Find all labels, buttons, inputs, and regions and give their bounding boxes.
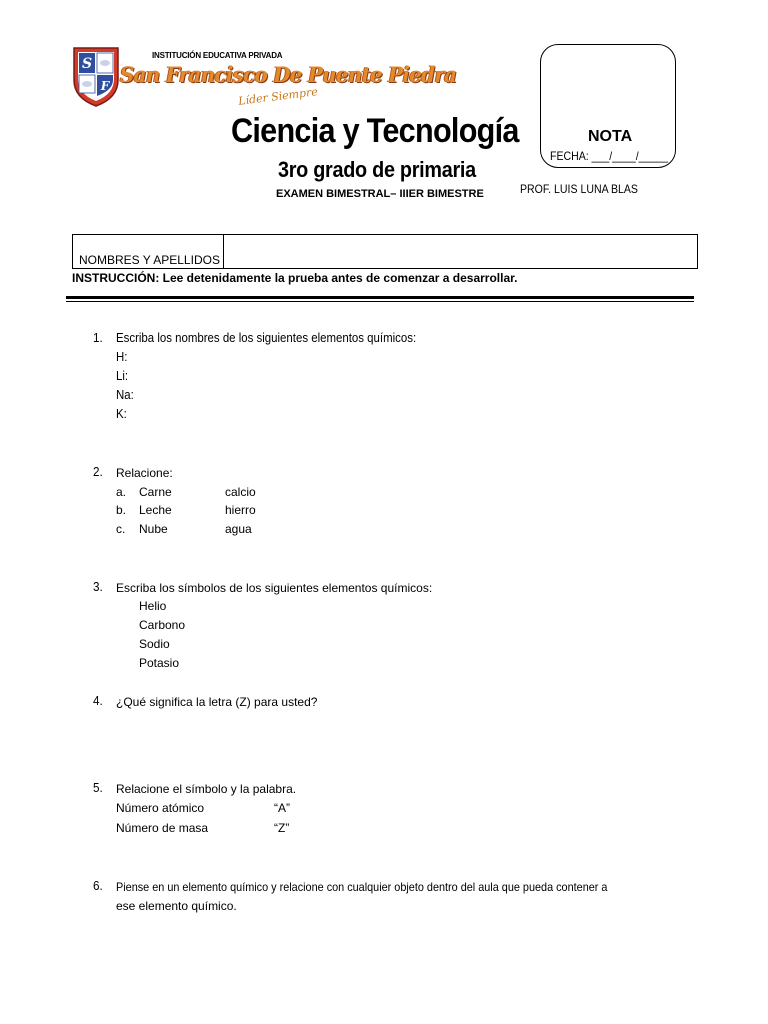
q2-left: Carne — [139, 485, 172, 499]
q5-number: 5. — [93, 780, 103, 795]
table-divider — [223, 235, 224, 268]
student-name-field[interactable] — [226, 236, 694, 267]
q6-text-line1: Piense en un elemento químico y relacione con cualquier objeto dentro del aula que pueda contener a — [116, 880, 608, 894]
q2-letter: a. — [116, 485, 127, 499]
q2-right: calcio — [225, 485, 256, 499]
q3-text: Escriba los símbolos de los siguientes elementos químicos: — [116, 581, 433, 595]
instruction-text — [72, 271, 517, 285]
instruction-body: Lee detenidamente la prueba antes de comenzar a desarrollar. — [159, 271, 518, 285]
divider-thin — [66, 301, 694, 302]
q1-number: 1. — [93, 330, 103, 345]
q5-left: Número atómico — [116, 801, 205, 815]
date-field[interactable]: FECHA: ___/____/_____ — [550, 149, 669, 163]
q2-left: Leche — [139, 503, 172, 517]
page-title: Ciencia y Tecnología — [231, 112, 519, 150]
exam-label: EXAMEN BIMESTRAL– IIIER BIMESTRE — [276, 188, 484, 200]
q2-number: 2. — [93, 464, 103, 479]
q2-right: agua — [225, 522, 252, 536]
institution-label: INSTITUCIÓN EDUCATIVA PRIVADA — [152, 51, 283, 60]
logo-letter-f: F — [100, 79, 110, 93]
q2-letter: c. — [116, 522, 126, 536]
q4-text: ¿Qué significa la letra (Z) para usted? — [116, 695, 318, 709]
q3-item: Potasio — [139, 656, 180, 670]
q5-left: Número de masa — [116, 821, 209, 835]
q4-number: 4. — [93, 693, 103, 708]
q1-item: K: — [116, 406, 127, 421]
q2-right: hierro — [225, 503, 256, 517]
teacher-name: PROF. LUIS LUNA BLAS — [520, 182, 638, 196]
school-logo — [72, 46, 120, 108]
q2-letter: b. — [116, 503, 127, 517]
school-motto: Líder Siempre — [237, 85, 319, 108]
school-name: San Francisco De Puente Piedra — [120, 62, 457, 87]
logo-letter-s: S — [81, 56, 93, 72]
q6-text-line2: ese elemento químico. — [116, 899, 237, 913]
grade-label: NOTA — [588, 128, 633, 145]
q2-left: Nube — [139, 522, 168, 536]
q3-number: 3. — [93, 579, 103, 594]
q3-item: Carbono — [139, 618, 186, 632]
q5-text: Relacione el símbolo y la palabra. — [116, 782, 297, 796]
q3-item: Sodio — [139, 637, 170, 651]
q2-text: Relacione: — [116, 466, 173, 480]
q1-text: Escriba los nombres de los siguientes elementos químicos: — [116, 330, 417, 345]
divider-thick — [66, 296, 694, 299]
q3-item: Helio — [139, 599, 167, 613]
instruction-label: INSTRUCCIÓN: — [72, 271, 160, 285]
q6-number: 6. — [93, 878, 103, 893]
q1-item: H: — [116, 349, 128, 364]
q5-right: “A” — [274, 801, 290, 815]
q5-right: “Z” — [274, 821, 290, 835]
grade-subtitle: 3ro grado de primaria — [278, 157, 476, 182]
student-name-label: NOMBRES Y APELLIDOS — [79, 253, 220, 267]
q1-item: Li: — [116, 368, 129, 383]
q1-item: Na: — [116, 387, 134, 402]
